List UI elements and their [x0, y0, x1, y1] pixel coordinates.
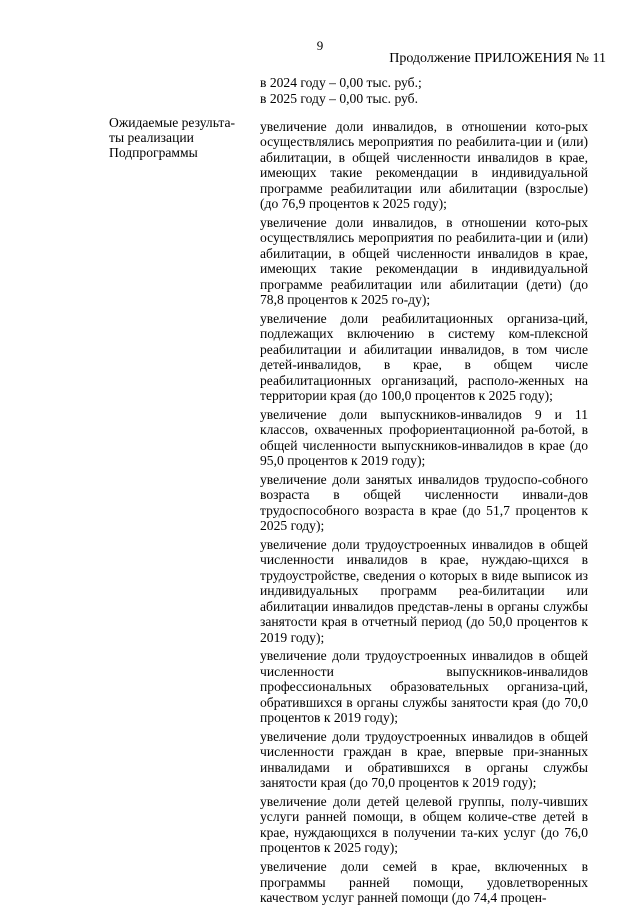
- result-item: увеличение доли инвалидов, в отношении кото-рых осуществлялись мероприятия по реабилита-ции и (или) абилитации, в общей численности инвалидов в крае, имеющих такие рекомендации в индивидуальной программе реабилитации или абилитации (дети) (до 78,8 процентов к 2025 го-ду);: [260, 214, 588, 307]
- appendix-caption: Продолжение ПРИЛОЖЕНИЯ № 11: [389, 51, 606, 66]
- expected-results-list: [260, 119, 588, 909]
- row-label: Ожидаемые результа-ты реализации Подпрограммы: [109, 115, 236, 160]
- page-number: 9: [316, 38, 324, 53]
- result-item: увеличение доли детей целевой группы, полу-чивших услуги ранней помощи, в общем количе-стве детей в крае, нуждающихся в получении та-ких услуг (до 76,0 процентов к 2025 году);: [260, 794, 588, 856]
- result-item: увеличение доли выпускников-инвалидов 9 и 11 классов, охваченных профориентационной ра-ботой, в общей численности выпускников-инвалидов в крае (до 95,0 процентов к 2019 году);: [260, 406, 588, 469]
- result-item: увеличение доли семей в крае, включенных в программы ранней помощи, удовлетворенных качеством услуг ранней помощи (до 74,4 процен-: [260, 859, 588, 905]
- finance-line: в 2025 году – 0,00 тыс. руб.: [260, 90, 418, 106]
- result-item: увеличение доли трудоустроенных инвалидов в общей численности выпускников-инвалидов профессиональных образовательных организа-ций, обратившихся в органы службы занятости края (до 70,0 процентов к 2019 году);: [260, 648, 588, 726]
- result-item: увеличение доли трудоустроенных инвалидов в общей численности инвалидов в крае, нуждаю-щихся в трудоустройстве, сведения о которых в виде выписок из индивидуальных программ реа-билитации или абилитации инвалидов представ-лены в органы службы занятости края в отчетный период (до 50,0 процентов к 2019 году);: [260, 537, 588, 645]
- finance-line: в 2024 году – 0,00 тыс. руб.;: [260, 75, 422, 90]
- result-item: увеличение доли инвалидов, в отношении кото-рых осуществлялись мероприятия по реабилита-ции и (или) абилитации, в общей численности инвалидов в крае, имеющих такие рекомендации в индивидуальной программе реабилитации или абилитации (взрослые) (до 76,9 процентов к 2025 году);: [260, 119, 588, 212]
- result-item: увеличение доли реабилитационных организа-ций, подлежащих включению в систему ком-плексной реабилитации и абилитации инвалидов, в том числе детей-инвалидов, в крае, в общем числе реабилитационных организаций, располо-женных на территории края (до 100,0 процентов к 2025 году);: [260, 310, 588, 403]
- result-item: увеличение доли занятых инвалидов трудоспо-собного возраста в общей численности инвали-дов трудоспособного возраста в крае (до 51,7 процентов к 2025 году);: [260, 471, 588, 534]
- result-item: увеличение доли трудоустроенных инвалидов в общей численности граждан в крае, впервые при-знанных инвалидами и обратившихся в органы службы занятости края (до 70,0 процентов к 2019 году);: [260, 728, 588, 791]
- finance-lines: [260, 75, 600, 107]
